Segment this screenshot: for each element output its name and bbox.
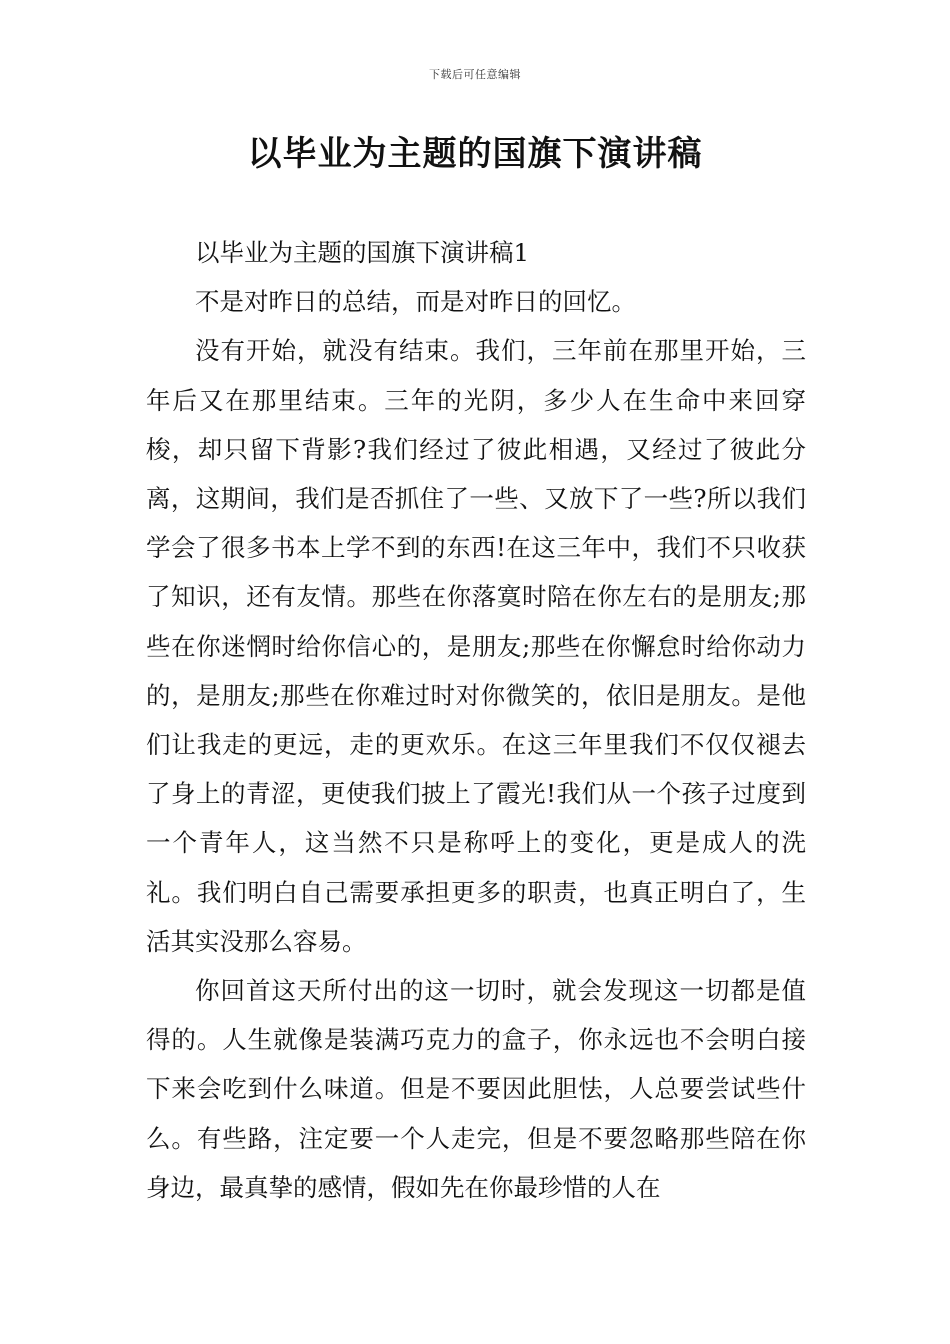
subtitle-paragraph: 以毕业为主题的国旗下演讲稿1 — [195, 238, 530, 267]
body-paragraph: 不是对昨日的总结，而是对昨日的回忆。 — [195, 287, 636, 317]
body-paragraph: 没有开始，就没有结束。我们，三年前在那里开始，三年后又在那里结束。三年的光阴，多少人在生命中来回穿梭，却只留下背影?我们经过了彼此相遇，又经过了彼此分离，这期间，我们是否抓住了一些、又放下了一些?所以我们学会了很多书本上学不到的东西!在这三年中，我们不只收获了知识，还有友情。那些在你落寞时陪在你左右的是朋友;那些在你迷惘时给你信心的，是朋友;那些在你懈怠时给你动力的，是朋友;那些在你难过时对你微笑的，依旧是朋友。是他们让我走的更远，走的更欢乐。在这三年里我们不仅仅褪去了身上的青涩，更使我们披上了霞光!我们从一个孩子过度到一个青年人，这当然不只是称呼上的变化，更是成人的洗礼。我们明白自己需要承担更多的职责，也真正明白了，生活其实没那么容易。 — [146, 336, 806, 956]
document-title: 以毕业为主题的国旗下演讲稿 — [247, 134, 703, 174]
header-note: 下载后可任意编辑 — [429, 68, 521, 81]
document-body — [146, 228, 806, 1212]
body-paragraph: 你回首这天所付出的这一切时，就会发现这一切都是值得的。人生就像是装满巧克力的盒子，你永远也不会明白接下来会吃到什么味道。但是不要因此胆怯，人总要尝试些什么。有些路，注定要一个人走完，但是不要忽略那些陪在你身边，最真挚的感情，假如先在你最珍惜的人在 — [146, 976, 806, 1202]
